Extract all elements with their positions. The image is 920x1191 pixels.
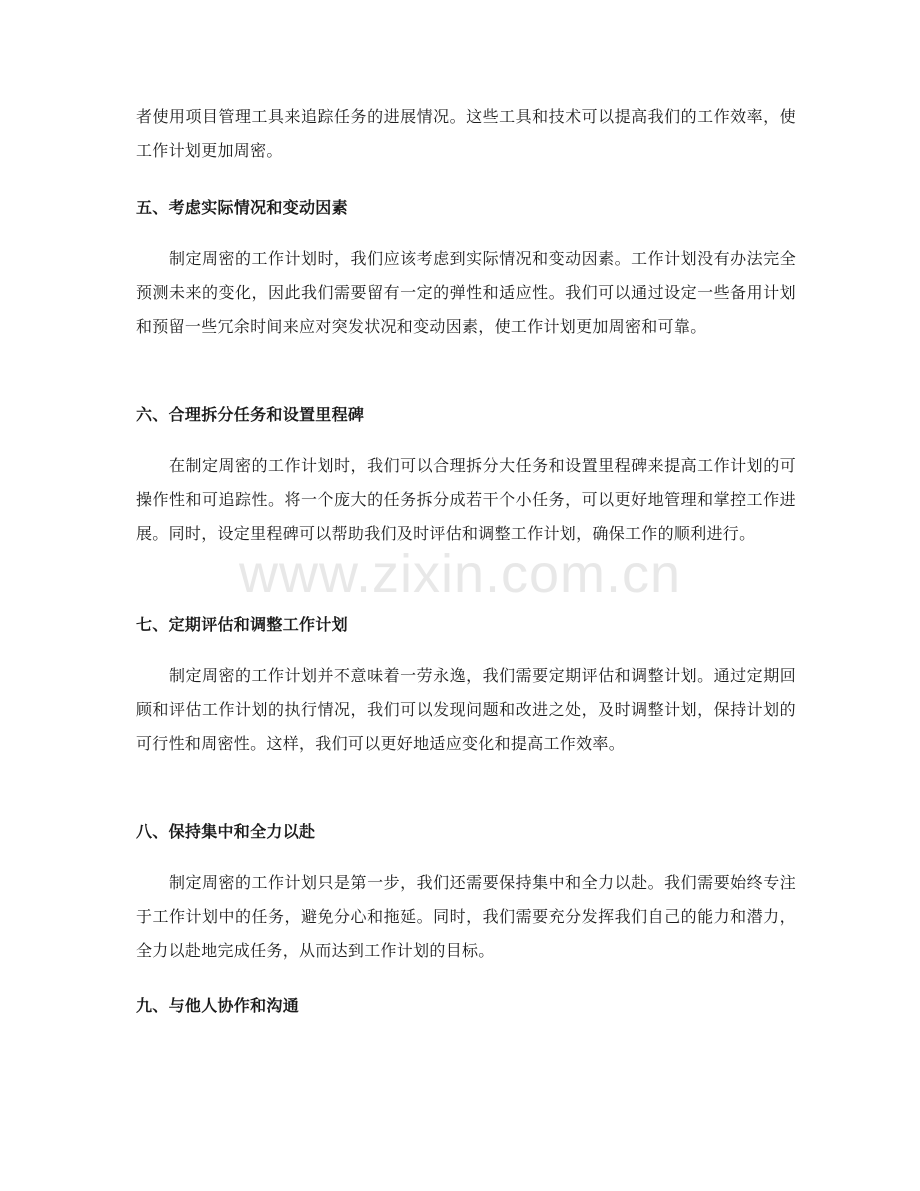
section-heading-5: 五、考虑实际情况和变动因素: [136, 198, 348, 217]
section-heading-6: 六、合理拆分任务和设置里程碑: [136, 405, 365, 424]
intro-paragraph: 者使用项目管理工具来追踪任务的进展情况。这些工具和技术可以提高我们的工作效率，使工作计划更加周密。: [136, 107, 796, 160]
section-body-5: 制定周密的工作计划时，我们应该考虑到实际情况和变动因素。工作计划没有办法完全预测未来的变化，因此我们需要留有一定的弹性和适应性。我们可以通过设定一些备用计划和预留一些冗余时间来应对突发状况和变动因素，使工作计划更加周密和可靠。: [136, 249, 796, 336]
section-heading-9: 九、与他人协作和沟通: [136, 996, 300, 1015]
watermark: www.zixin.com.cn: [238, 544, 682, 604]
section-heading-7: 七、定期评估和调整工作计划: [136, 615, 348, 634]
section-body-7: 制定周密的工作计划并不意味着一劳永逸，我们需要定期评估和调整计划。通过定期回顾和评估工作计划的执行情况，我们可以发现问题和改进之处，及时调整计划，保持计划的可行性和周密性。这样，我们可以更好地适应变化和提高工作效率。: [136, 666, 796, 753]
section-body-6: 在制定周密的工作计划时，我们可以合理拆分大任务和设置里程碑来提高工作计划的可操作性和可追踪性。将一个庞大的任务拆分成若干个小任务，可以更好地管理和掌控工作进展。同时，设定里程碑可以帮助我们及时评估和调整工作计划，确保工作的顺利进行。: [136, 456, 796, 543]
section-heading-8: 八、保持集中和全力以赴: [136, 822, 316, 841]
section-body-8: 制定周密的工作计划只是第一步，我们还需要保持集中和全力以赴。我们需要始终专注于工作计划中的任务，避免分心和拖延。同时，我们需要充分发挥我们自己的能力和潜力，全力以赴地完成任务，从而达到工作计划的目标。: [136, 873, 796, 960]
